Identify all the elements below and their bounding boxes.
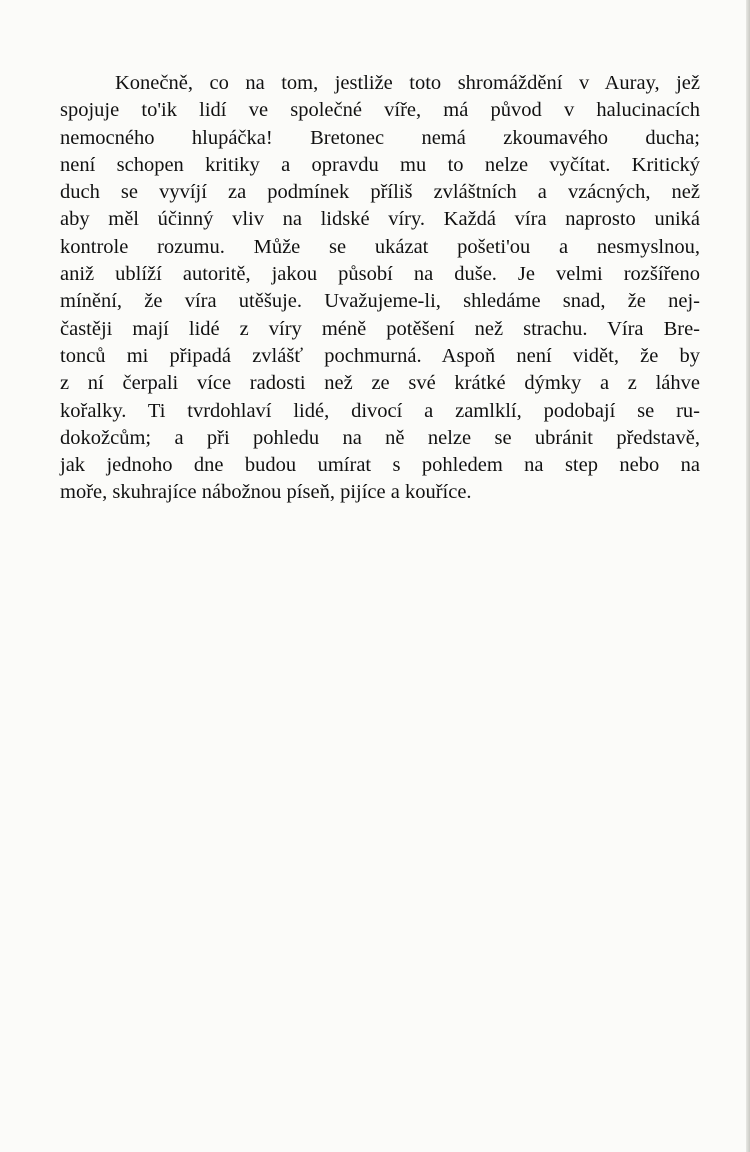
text-line: častěji mají lidé z víry méně potěšení než strachu. Víra Bre-: [60, 317, 700, 340]
text-line: moře, skuhrajíce nábožnou píseň, pijíce a kouříce.: [60, 481, 472, 504]
text-line: není schopen kritiky a opravdu mu to nelze vyčítat. Kritický: [60, 153, 700, 176]
page-edge-shadow: [746, 0, 750, 1152]
text-line: aby měl účinný vliv na lidské víry. Každá víra naprosto uniká: [60, 208, 700, 231]
text-line: spojuje to'ik lidí ve společné víře, má původ v halucinacích: [60, 99, 700, 122]
text-line: duch se vyvíjí za podmínek příliš zvláštních a vzácných, než: [60, 181, 700, 204]
body-paragraph: [60, 70, 700, 507]
text-line: aniž ublíží autoritě, jakou působí na duše. Je velmi rozšířeno: [60, 263, 700, 286]
text-line: kontrole rozumu. Může se ukázat pošeti'ou a nesmyslnou,: [60, 235, 700, 258]
text-line: z ní čerpali více radosti než ze své krátké dýmky a z láhve: [60, 372, 700, 395]
text-line: mínění, že víra utěšuje. Uvažujeme-li, shledáme snad, že nej-: [60, 290, 700, 313]
text-line: tonců mi připadá zvlášť pochmurná. Aspoň není vidět, že by: [60, 344, 700, 367]
text-line: jak jednoho dne budou umírat s pohledem na step nebo na: [60, 454, 700, 477]
text-line: nemocného hlupáčka! Bretonec nemá zkoumavého ducha;: [60, 126, 700, 149]
text-line: Konečně, co na tom, jestliže toto shromáždění v Auray, jež: [115, 72, 700, 94]
text-line: dokožcům; a při pohledu na ně nelze se ubránit představě,: [60, 426, 700, 449]
text-line: kořalky. Ti tvrdohlaví lidé, divocí a zamlklí, podobají se ru-: [60, 399, 700, 422]
